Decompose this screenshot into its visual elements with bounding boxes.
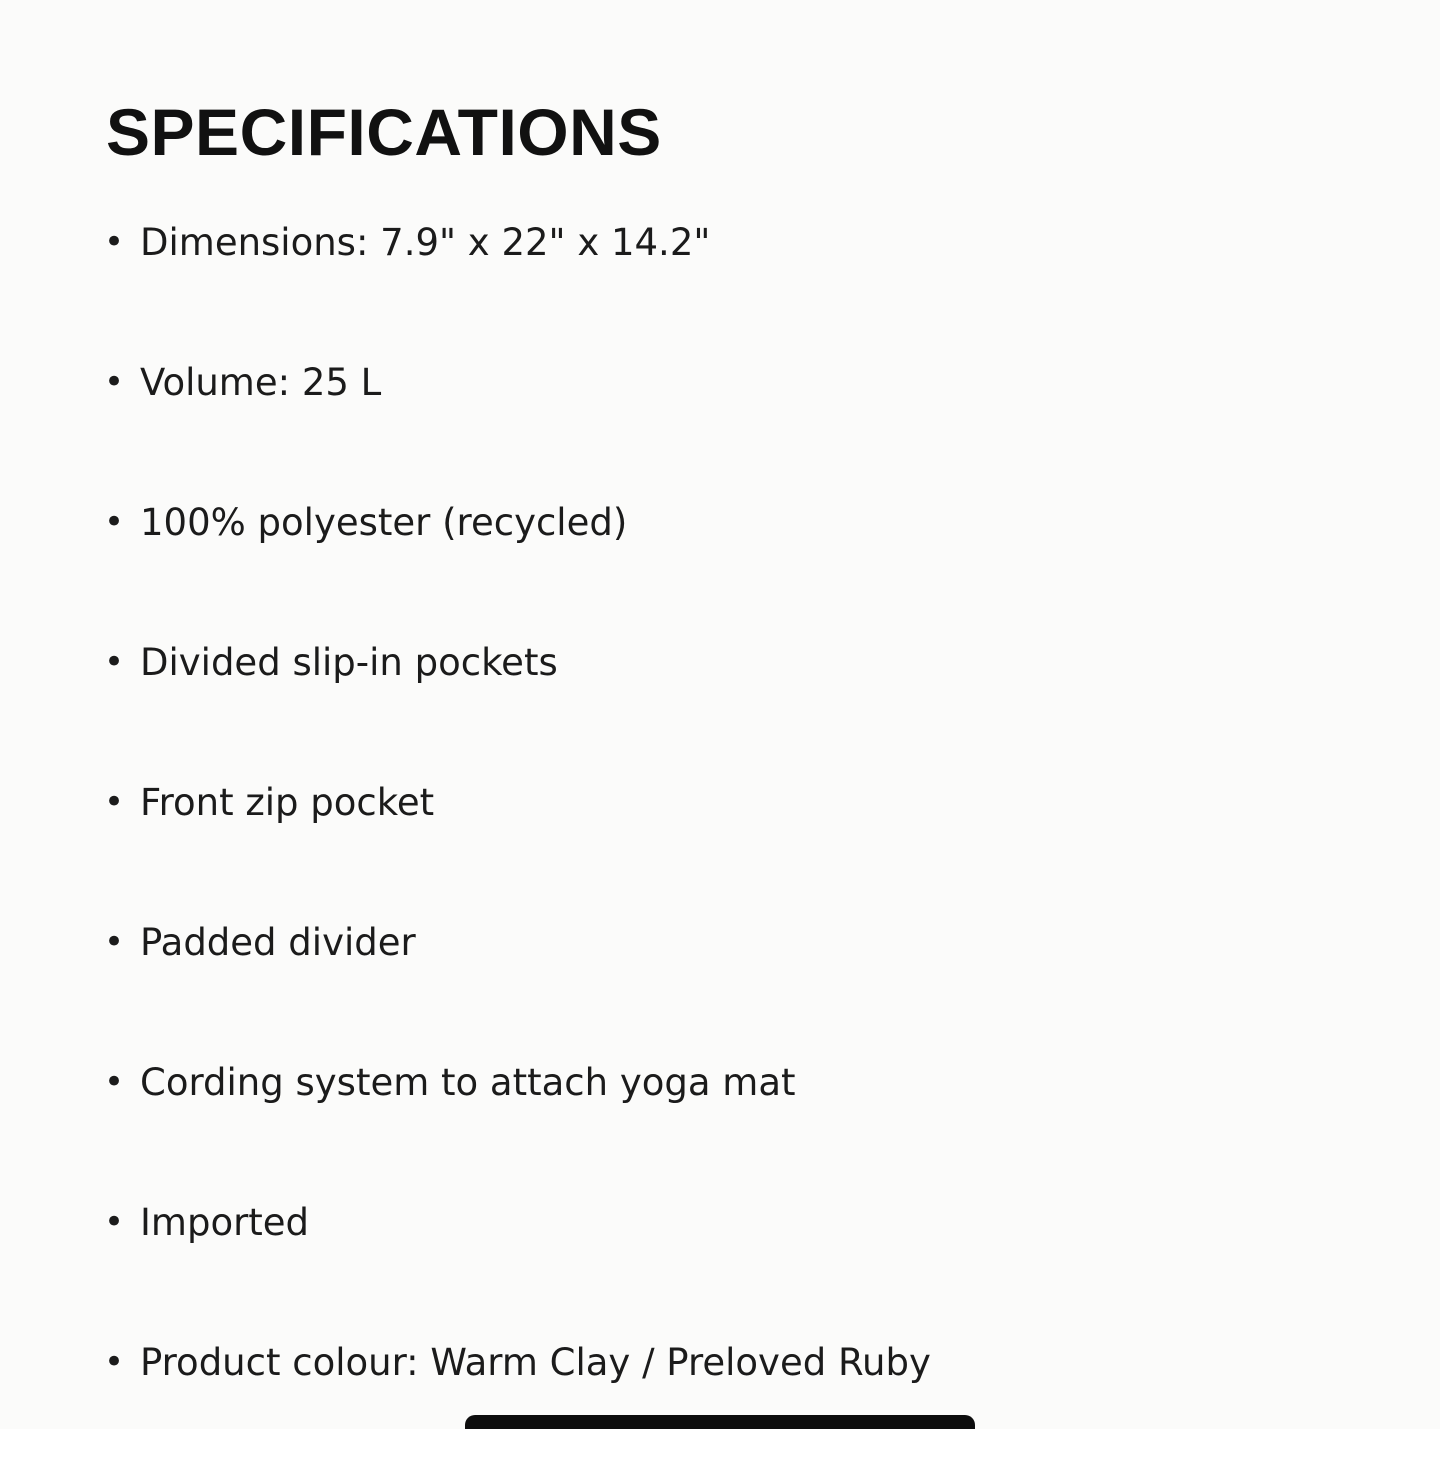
list-item [104,642,1344,782]
bullet-icon: • [104,502,125,542]
spec-padded-divider: Padded divider [140,921,416,964]
bullet-icon: • [104,782,125,822]
bullet-icon: • [104,1062,125,1102]
home-indicator [465,1415,975,1429]
list-item [104,1342,1344,1482]
list-item [104,222,1344,362]
bullet-icon: • [104,642,125,682]
list-item [104,502,1344,642]
spec-cording-system: Cording system to attach yoga mat [140,1061,796,1104]
list-item [104,782,1344,922]
spec-product-colour: Product colour: Warm Clay / Preloved Ruby [140,1341,931,1384]
page-title: SPECIFICATIONS [106,95,662,170]
bullet-icon: • [104,222,125,262]
specifications-list [104,222,1344,1482]
spec-front-zip-pocket: Front zip pocket [140,781,435,824]
bullet-icon: • [104,362,125,402]
bullet-icon: • [104,1342,125,1382]
bullet-icon: • [104,1202,125,1242]
spec-imported: Imported [140,1201,310,1244]
list-item [104,922,1344,1062]
list-item [104,1202,1344,1342]
spec-volume: Volume: 25 L [140,361,382,404]
spec-dimensions: Dimensions: 7.9" x 22" x 14.2" [140,221,711,264]
list-item [104,362,1344,502]
spec-material: 100% polyester (recycled) [140,501,628,544]
bullet-icon: • [104,922,125,962]
spec-pockets: Divided slip-in pockets [140,641,558,684]
list-item [104,1062,1344,1202]
